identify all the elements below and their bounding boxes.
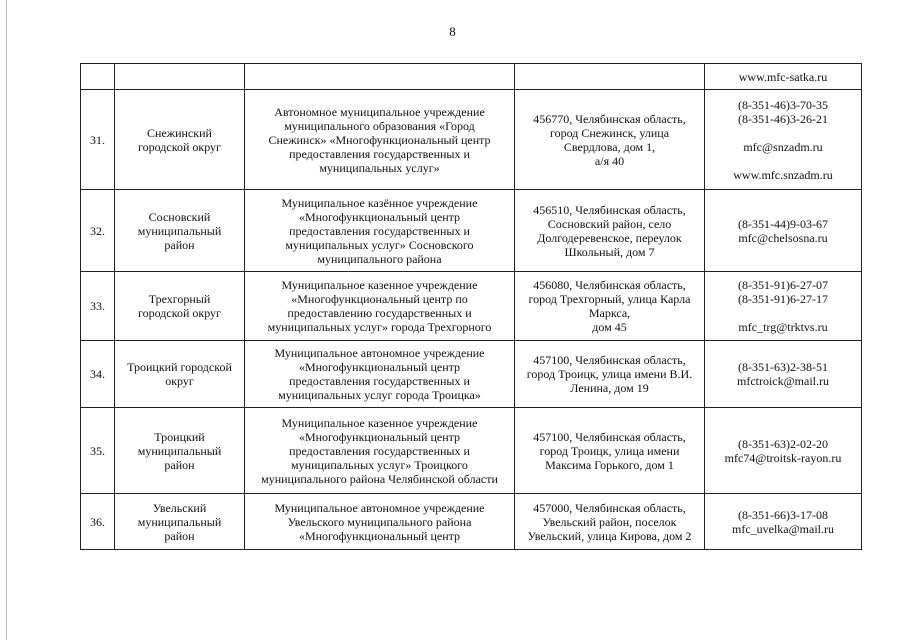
cell-num: 32. xyxy=(81,190,115,272)
cell-contacts-line: mfc@snzadm.ru xyxy=(743,139,823,154)
cell-contacts-line: (8-351-63)2-38-51 xyxy=(738,360,828,374)
cell-contacts-line: mfc@chelsosna.ru xyxy=(738,230,828,245)
cell-address-line: дом 45 xyxy=(592,320,627,334)
cell-name-line: Сосновский xyxy=(148,209,211,224)
cell-name xyxy=(115,408,245,494)
cell-org-line: Муниципальное автономное учреждение xyxy=(274,346,485,360)
table-row xyxy=(81,408,862,494)
cell-name-line: городской округ xyxy=(138,139,221,154)
table-row xyxy=(81,341,862,408)
cell-contacts-line: mfc_uvelka@mail.ru xyxy=(731,521,835,536)
cell-contacts-line xyxy=(708,126,858,140)
cell-org-line: Муниципальное казенное учреждение xyxy=(281,415,478,430)
cell-address-line: Школьный, дом 7 xyxy=(564,244,655,259)
table-row xyxy=(81,90,862,190)
cell-org-line: Муниципальное казенное учреждение xyxy=(281,278,478,292)
cell-contacts-line: (8-351-63)2-02-20 xyxy=(738,436,828,451)
cell-org xyxy=(245,494,515,550)
cell-address-line: город Трехгорный, улица Карла xyxy=(528,292,691,306)
cell-name-line: муниципальный xyxy=(137,443,222,458)
contact-website: www.mfc-satka.ru xyxy=(738,69,828,84)
cell-org-line: предоставления государственных и xyxy=(289,223,470,238)
cell-name xyxy=(115,190,245,272)
cell-address xyxy=(515,494,705,550)
cell-name-line: Трехгорный xyxy=(148,292,211,306)
cell-contacts-line: (8-351-46)3-70-35 xyxy=(738,97,828,112)
cell-name xyxy=(115,494,245,550)
cell-org-line: Увельского муниципального района xyxy=(287,514,472,529)
cell-contacts-line: mfc_trg@trktvs.ru xyxy=(738,320,828,334)
cell-org-line: Муниципальное казённое учреждение xyxy=(281,195,478,210)
cell-org-line: муниципальных услуг» города Трехгорного xyxy=(267,320,492,334)
cell-contacts-line: (8-351-46)3-26-21 xyxy=(738,111,828,126)
cell-name xyxy=(115,341,245,408)
cell-address xyxy=(515,272,705,341)
cell-address-line: Увельский район, поселок xyxy=(542,514,677,529)
cell-org-line: муниципальных услуг» Сосновского xyxy=(285,237,474,252)
cell-contacts-line xyxy=(708,154,858,168)
cell-org-line: «Многофункциональный центр xyxy=(298,360,461,374)
cell-name-line: район xyxy=(164,457,195,472)
cell-name-line: Увельский xyxy=(152,500,207,515)
cell-org-line: предоставлению государственных и xyxy=(287,306,472,320)
cell-contacts xyxy=(705,494,862,550)
cell-num xyxy=(81,64,115,90)
cell-contacts-line: (8-351-91)6-27-17 xyxy=(738,292,828,306)
cell-org-line: муниципальных услуг» Троицкого xyxy=(291,457,468,472)
cell-contacts-line xyxy=(708,306,858,320)
cell-name-line: муниципальный xyxy=(137,514,222,529)
cell-name-line: муниципальный xyxy=(137,223,222,238)
cell-address-line: 456510, Челябинская область, xyxy=(533,202,686,217)
cell-name-line: Снежинский xyxy=(147,125,212,140)
cell-address xyxy=(515,341,705,408)
cell-contacts-line: mfc74@troitsk-rayon.ru xyxy=(724,450,842,465)
cell-contacts xyxy=(705,64,862,90)
cell-address-line: Маркса, xyxy=(588,306,631,320)
cell-name-line: округ xyxy=(165,374,194,388)
cell-address-line: Сосновский район, село xyxy=(547,216,672,231)
cell-address-line: 456080, Челябинская область, xyxy=(533,278,686,292)
cell-address-line: 457100, Челябинская область, xyxy=(533,429,686,444)
cell-org-line: Автономное муниципальное учреждение xyxy=(274,104,485,119)
cell-org-line: предоставления государственных и xyxy=(289,374,470,388)
cell-name-line: городской округ xyxy=(138,306,221,320)
cell-address-line: город Троицк, улица имени xyxy=(539,443,680,458)
cell-address-line: Увельский, улица Кирова, дом 2 xyxy=(527,528,692,543)
cell-org-line: муниципального образования «Город xyxy=(284,118,475,133)
cell-org-line: Снежинск» «Многофункциональный центр xyxy=(268,132,491,147)
registry-table-body xyxy=(81,64,862,550)
cell-org-line: предоставления государственных и xyxy=(289,443,470,458)
cell-contacts-line: mfctroick@mail.ru xyxy=(736,374,830,388)
cell-contacts-line: (8-351-66)3-17-08 xyxy=(738,507,828,522)
cell-name xyxy=(115,272,245,341)
cell-contacts xyxy=(705,272,862,341)
cell-address xyxy=(515,90,705,190)
page-number: 8 xyxy=(449,24,456,39)
cell-address-line: Максима Горького, дом 1 xyxy=(545,457,674,472)
cell-org-line: Муниципальное автономное учреждение xyxy=(274,500,485,515)
cell-org-line: «Многофункциональный центр xyxy=(298,528,461,543)
cell-contacts-line: (8-351-91)6-27-07 xyxy=(738,278,828,292)
cell-org-line: «Многофункциональный центр xyxy=(298,429,461,444)
cell-num: 35. xyxy=(81,408,115,494)
cell-org-line: муниципального района Челябинской области xyxy=(261,471,498,486)
cell-name-line: район xyxy=(164,237,195,252)
cell-org xyxy=(245,408,515,494)
cell-address-line: 457100, Челябинская область, xyxy=(533,353,686,367)
cell-name-line: район xyxy=(164,528,195,543)
cell-contacts xyxy=(705,408,862,494)
cell-address xyxy=(515,408,705,494)
table-row-top-continuation xyxy=(81,64,862,90)
cell-name xyxy=(115,90,245,190)
cell-org-line: «Многофункциональный центр xyxy=(298,209,461,224)
cell-name xyxy=(115,64,245,90)
cell-contacts xyxy=(705,90,862,190)
cell-contacts xyxy=(705,341,862,408)
table-row xyxy=(81,494,862,550)
cell-name-line: Троицкий xyxy=(154,429,205,444)
table-row xyxy=(81,190,862,272)
cell-num: 34. xyxy=(81,341,115,408)
cell-org xyxy=(245,190,515,272)
cell-name-line: Троицкий городской xyxy=(127,360,232,374)
cell-address-line: 456770, Челябинская область, xyxy=(533,111,686,126)
cell-num: 33. xyxy=(81,272,115,341)
cell-num: 31. xyxy=(81,90,115,190)
cell-contacts xyxy=(705,190,862,272)
cell-org-line: «Многофункциональный центр по xyxy=(291,292,468,306)
cell-org-line: муниципальных услуг» xyxy=(319,160,440,175)
cell-org-line: муниципального района xyxy=(317,251,442,266)
cell-address xyxy=(515,64,705,90)
cell-org xyxy=(245,272,515,341)
cell-num: 36. xyxy=(81,494,115,550)
cell-contacts-line: (8-351-44)9-03-67 xyxy=(738,216,828,231)
cell-address-line: Долгодеревенское, переулок xyxy=(537,230,682,245)
mfc-registry-table xyxy=(80,63,862,550)
cell-address xyxy=(515,190,705,272)
cell-address-line: Ленина, дом 19 xyxy=(570,381,649,395)
cell-address-line: 457000, Челябинская область, xyxy=(533,500,686,515)
cell-address-line: город Троицк, улица имени В.И. xyxy=(526,367,693,381)
cell-address-line: Свердлова, дом 1, xyxy=(563,139,656,154)
cell-address-line: город Снежинск, улица xyxy=(549,125,670,140)
cell-org xyxy=(245,64,515,90)
cell-org xyxy=(245,341,515,408)
cell-address-line: а/я 40 xyxy=(594,153,625,168)
cell-org-line: предоставления государственных и xyxy=(289,146,470,161)
cell-contacts-line: www.mfc.snzadm.ru xyxy=(733,167,833,182)
cell-org-line: муниципальных услуг города Троицка» xyxy=(278,388,481,402)
cell-org xyxy=(245,90,515,190)
page-left-edge-line xyxy=(6,0,7,640)
table-row xyxy=(81,272,862,341)
